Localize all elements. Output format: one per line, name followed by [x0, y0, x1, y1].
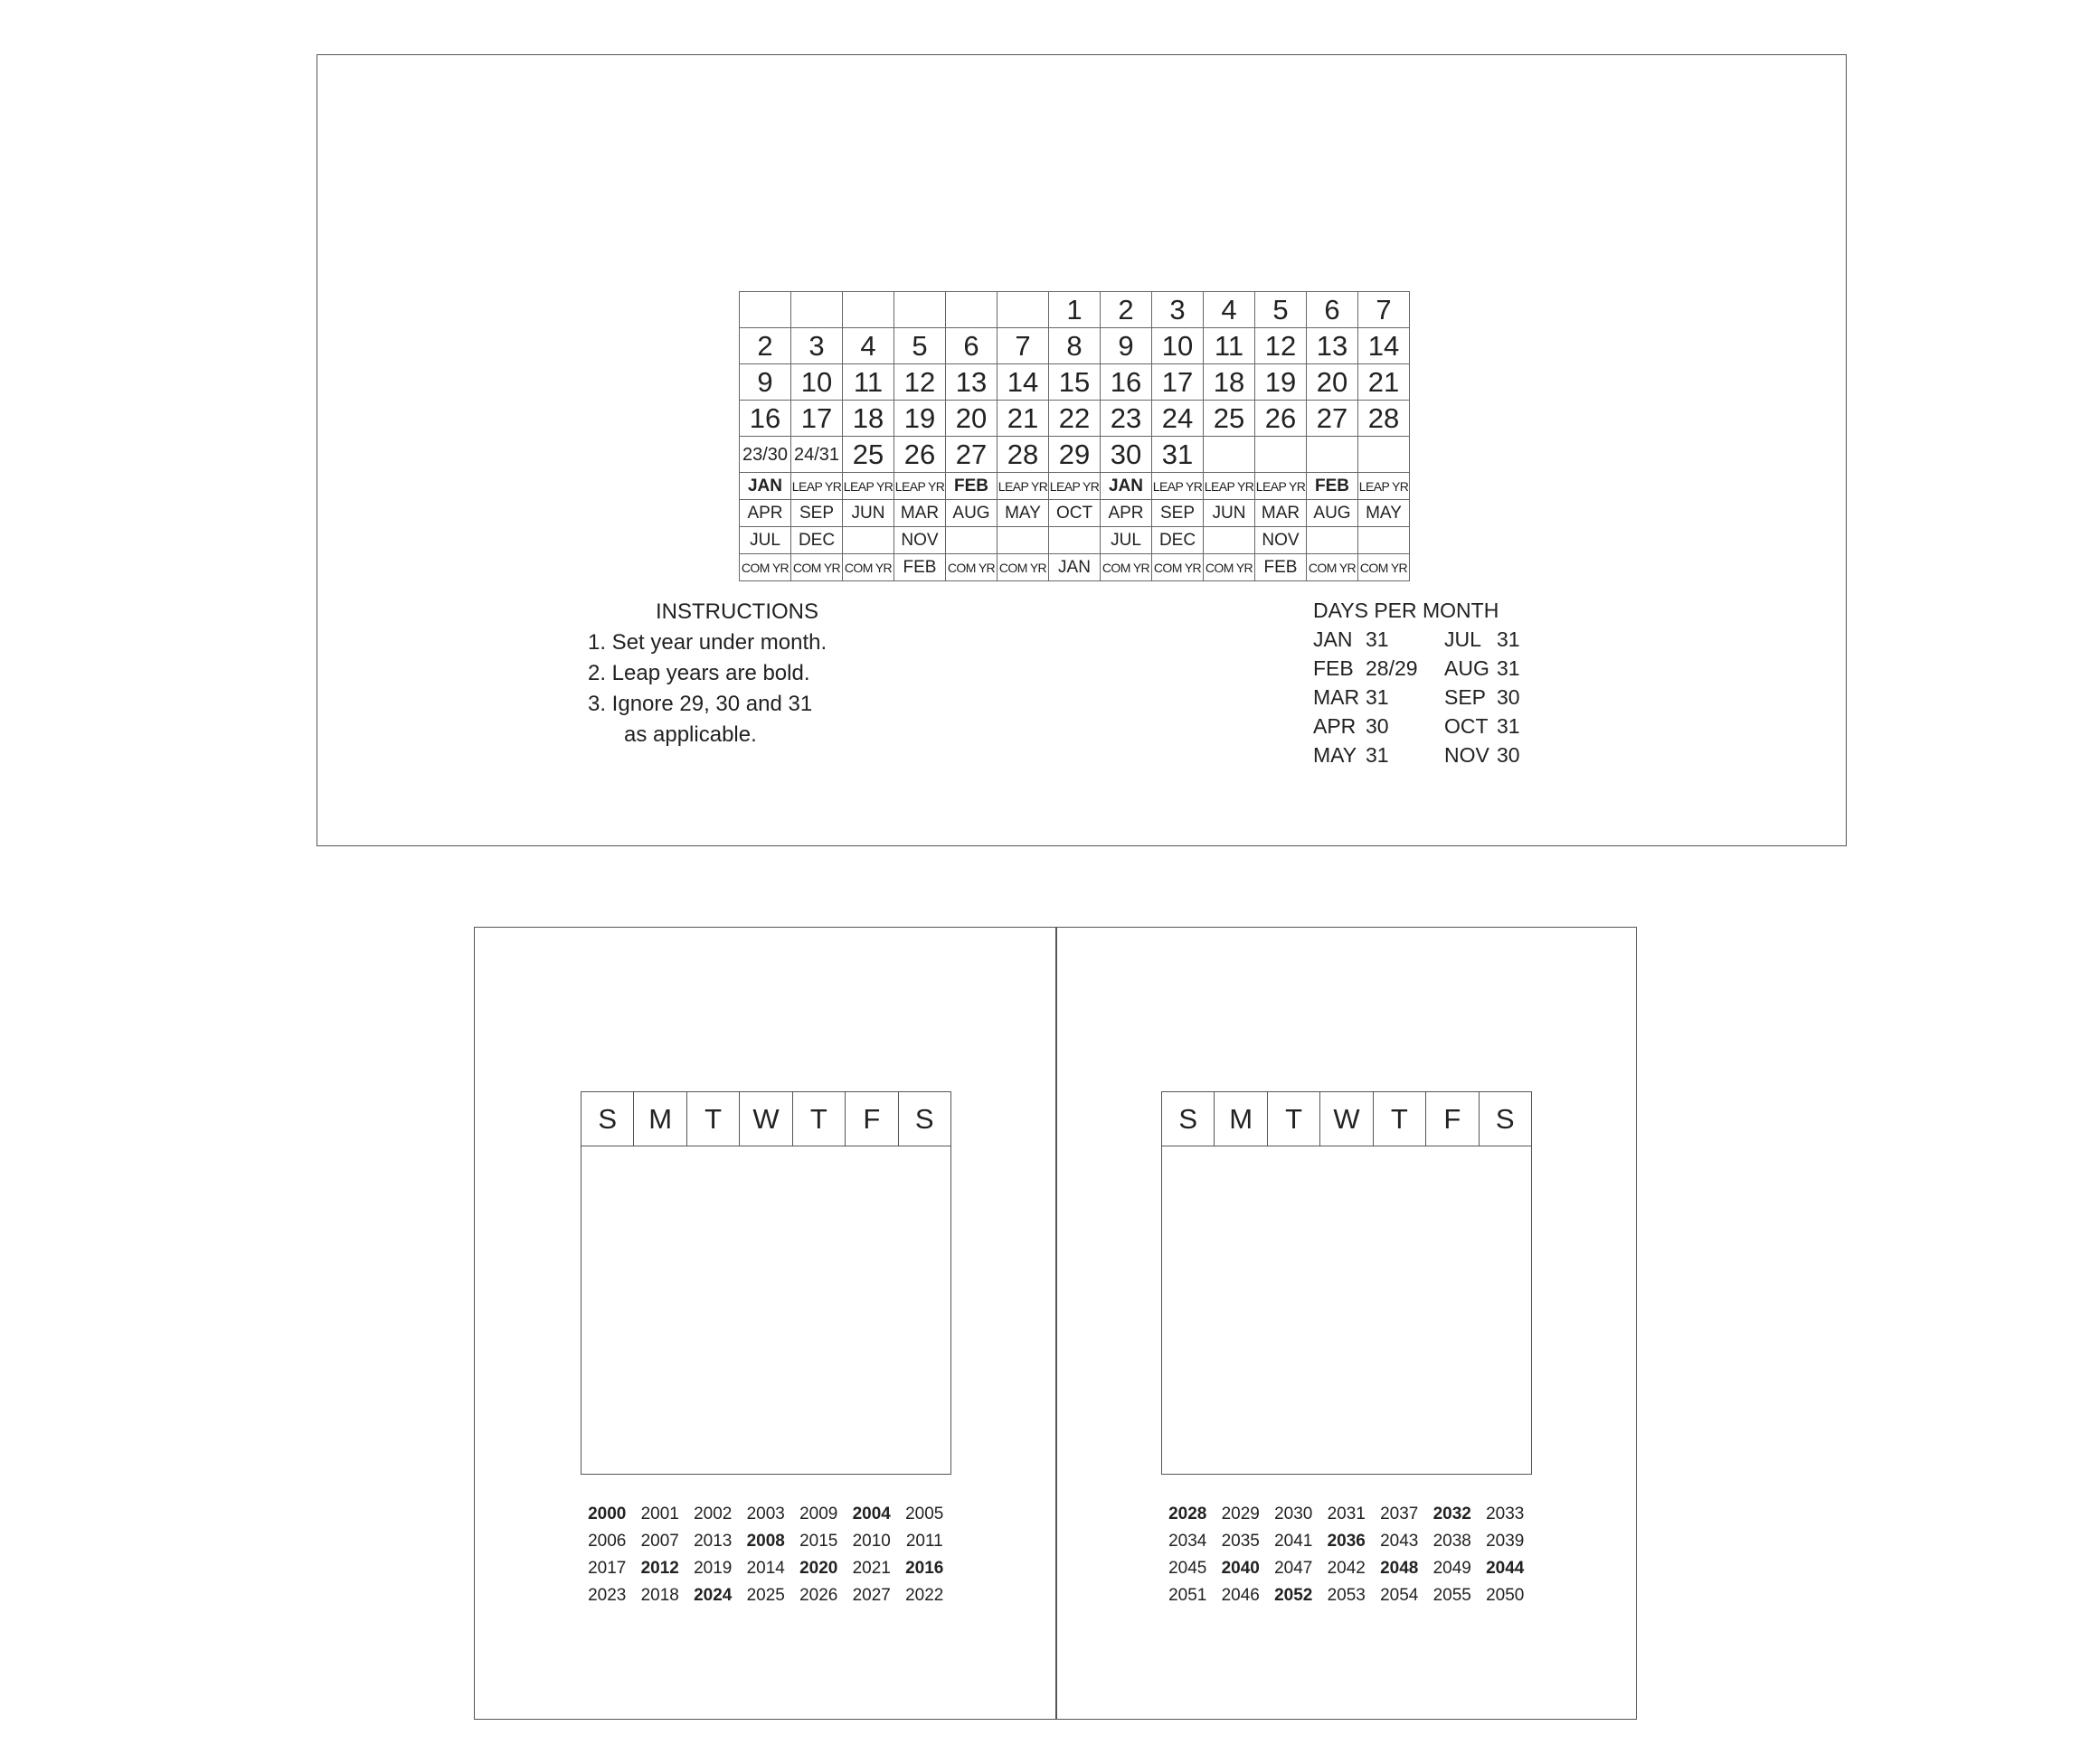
day-cell: 27 [946, 437, 997, 473]
weekday-label: T [687, 1092, 740, 1146]
month-cell: LEAP YR [1204, 473, 1255, 500]
weekday-label: W [740, 1092, 792, 1146]
year-cell: 2023 [588, 1586, 627, 1605]
bottom-panel-divider [1055, 927, 1057, 1720]
year-row [581, 1528, 951, 1555]
day-cell: 14 [997, 364, 1049, 401]
year-cell: 2044 [1486, 1559, 1525, 1578]
month-cell: LEAP YR [894, 473, 946, 500]
day-cell: 21 [1358, 364, 1410, 401]
day-row [740, 364, 1410, 401]
year-cell: 2051 [1168, 1586, 1207, 1605]
year-row [1161, 1501, 1532, 1528]
month-days: 30 [1497, 685, 1520, 709]
month-cell: JAN [1101, 473, 1152, 500]
month-cell: COM YR [1307, 554, 1358, 581]
month-cell: FEB [1307, 473, 1358, 500]
day-cell: 5 [1255, 292, 1307, 328]
year-cell: 2026 [799, 1586, 838, 1605]
days-per-month-entry [1313, 712, 1444, 741]
month-cell: SEP [1152, 500, 1204, 527]
month-cell: COM YR [1152, 554, 1204, 581]
weekday-block-left [581, 1091, 951, 1475]
month-cell: APR [740, 500, 791, 527]
month-cell: OCT [1049, 500, 1101, 527]
days-per-month-row [1313, 654, 1575, 683]
weekday-label: S [1495, 1103, 1515, 1135]
month-cell: MAY [1358, 500, 1410, 527]
month-cell [946, 527, 997, 554]
days-per-month-row [1313, 683, 1575, 712]
weekday-block-right [1161, 1091, 1532, 1475]
day-cell: 19 [1255, 364, 1307, 401]
month-cell [1358, 527, 1410, 554]
month-name: AUG [1444, 656, 1489, 680]
weekday-label: T [1268, 1092, 1320, 1146]
year-cell: 2046 [1221, 1586, 1260, 1605]
month-name: JUL [1444, 627, 1481, 651]
day-cell: 4 [843, 328, 894, 364]
year-cell: 2045 [1168, 1559, 1207, 1578]
year-cell: 2041 [1274, 1532, 1313, 1551]
day-cell: 10 [791, 364, 843, 401]
day-cell: 9 [740, 364, 791, 401]
month-name: APR [1313, 714, 1357, 738]
day-cell: 11 [843, 364, 894, 401]
month-days: 31 [1366, 685, 1389, 709]
year-cell: 2012 [640, 1559, 679, 1578]
month-cell: LEAP YR [1255, 473, 1307, 500]
month-cell: SEP [791, 500, 843, 527]
day-cell: 19 [894, 401, 946, 437]
month-cell: LEAP YR [1049, 473, 1101, 500]
weekday-label: W [1320, 1092, 1373, 1146]
month-cell: JUN [1204, 500, 1255, 527]
month-cell: DEC [1152, 527, 1204, 554]
day-cell: 17 [1152, 364, 1204, 401]
weekday-label: F [846, 1092, 898, 1146]
day-cell: 12 [1255, 328, 1307, 364]
year-cell: 2009 [799, 1505, 838, 1523]
days-per-month-row [1313, 625, 1575, 654]
year-cell: 2019 [694, 1559, 733, 1578]
month-cell: JAN [740, 473, 791, 500]
month-cell: COM YR [1101, 554, 1152, 581]
month-cell: MAY [997, 500, 1049, 527]
year-cell: 2018 [640, 1586, 679, 1605]
day-cell: 2 [1101, 292, 1152, 328]
month-cell: LEAP YR [997, 473, 1049, 500]
month-cell [1307, 527, 1358, 554]
month-days: 30 [1366, 714, 1389, 738]
day-cell: 18 [843, 401, 894, 437]
day-cell: 27 [1307, 401, 1358, 437]
weekday-header-right [1162, 1092, 1531, 1146]
month-cell: MAR [894, 500, 946, 527]
days-per-month-entry [1444, 741, 1575, 769]
day-cell: 11 [1204, 328, 1255, 364]
month-name: SEP [1444, 685, 1487, 709]
day-cell: 25 [843, 437, 894, 473]
day-row [740, 328, 1410, 364]
month-row [740, 527, 1410, 554]
month-name: FEB [1313, 656, 1354, 680]
year-cell: 2001 [640, 1505, 679, 1523]
month-days: 31 [1497, 714, 1520, 738]
weekday-label: F [1426, 1092, 1479, 1146]
month-cell: JAN [1049, 554, 1101, 581]
day-cell [946, 292, 997, 328]
year-cell: 2027 [852, 1586, 891, 1605]
day-cell: 28 [1358, 401, 1410, 437]
year-cell: 2025 [746, 1586, 785, 1605]
month-cell: LEAP YR [843, 473, 894, 500]
month-cell: LEAP YR [1358, 473, 1410, 500]
year-cell: 2003 [746, 1505, 785, 1523]
year-cell: 2022 [905, 1586, 944, 1605]
day-cell [894, 292, 946, 328]
day-cell: 24 [1152, 401, 1204, 437]
year-cell: 2042 [1327, 1559, 1366, 1578]
day-cell: 10 [1152, 328, 1204, 364]
day-cell [1307, 437, 1358, 473]
month-cell [997, 527, 1049, 554]
month-cell: COM YR [791, 554, 843, 581]
month-days: 31 [1366, 627, 1389, 651]
day-cell: 16 [1101, 364, 1152, 401]
month-cell: LEAP YR [1152, 473, 1204, 500]
year-cell: 2029 [1221, 1505, 1260, 1523]
day-row [740, 401, 1410, 437]
year-cell: 2007 [640, 1532, 679, 1551]
month-cell [1049, 527, 1101, 554]
month-cell: JUL [1101, 527, 1152, 554]
days-per-month-entry [1313, 654, 1444, 683]
day-row [740, 437, 1410, 473]
weekday-label: M [634, 1092, 686, 1146]
year-cell: 2021 [852, 1559, 891, 1578]
day-cell: 31 [1152, 437, 1204, 473]
day-cell: 23 [1101, 401, 1152, 437]
month-cell: NOV [1255, 527, 1307, 554]
month-cell: FEB [1255, 554, 1307, 581]
day-cell: 1 [1049, 292, 1101, 328]
instruction-line-3: 3. Ignore 29, 30 and 31 [588, 692, 813, 716]
year-cell: 2028 [1168, 1505, 1207, 1523]
year-cell: 2049 [1432, 1559, 1471, 1578]
day-cell: 26 [894, 437, 946, 473]
year-cell: 2052 [1274, 1586, 1313, 1605]
month-row [740, 500, 1410, 527]
month-cell: COM YR [946, 554, 997, 581]
year-cell: 2020 [799, 1559, 838, 1578]
day-cell: 14 [1358, 328, 1410, 364]
day-cell: 12 [894, 364, 946, 401]
day-cell [1358, 437, 1410, 473]
year-cell: 2055 [1432, 1586, 1471, 1605]
year-cell: 2013 [694, 1532, 733, 1551]
year-cell: 2048 [1380, 1559, 1419, 1578]
day-cell: 26 [1255, 401, 1307, 437]
year-cell: 2034 [1168, 1532, 1207, 1551]
year-cell: 2054 [1380, 1586, 1419, 1605]
day-cell [997, 292, 1049, 328]
year-cell: 2032 [1432, 1505, 1471, 1523]
instruction-line-4: as applicable. [624, 722, 757, 747]
month-cell: COM YR [843, 554, 894, 581]
day-cell [1255, 437, 1307, 473]
day-cell: 7 [1358, 292, 1410, 328]
day-cell: 8 [1049, 328, 1101, 364]
instruction-line-2: 2. Leap years are bold. [588, 661, 810, 685]
day-cell [1204, 437, 1255, 473]
month-cell: COM YR [997, 554, 1049, 581]
instruction-line-1: 1. Set year under month. [588, 630, 827, 655]
day-cell: 24/31 [791, 437, 843, 473]
year-cell: 2000 [588, 1505, 627, 1523]
year-cell: 2004 [852, 1505, 891, 1523]
weekday-label: S [914, 1103, 934, 1135]
days-per-month-entry [1313, 683, 1444, 712]
month-cell: JUN [843, 500, 894, 527]
day-cell: 9 [1101, 328, 1152, 364]
instructions-title: INSTRUCTIONS [656, 599, 818, 624]
day-cell: 4 [1204, 292, 1255, 328]
day-cell: 13 [946, 364, 997, 401]
year-cell: 2014 [746, 1559, 785, 1578]
year-cell: 2011 [905, 1532, 943, 1551]
days-per-month-row [1313, 712, 1575, 741]
day-cell: 6 [946, 328, 997, 364]
year-cell: 2050 [1486, 1586, 1525, 1605]
year-cell: 2005 [905, 1505, 944, 1523]
month-days: 31 [1366, 743, 1389, 767]
month-row [740, 554, 1410, 581]
year-cell: 2031 [1327, 1505, 1366, 1523]
day-row [740, 292, 1410, 328]
year-cell: 2016 [905, 1559, 944, 1578]
month-name: MAR [1313, 685, 1360, 709]
month-name: NOV [1444, 743, 1489, 767]
day-cell: 3 [791, 328, 843, 364]
days-per-month-entry [1444, 654, 1575, 683]
month-days: 31 [1497, 627, 1520, 651]
year-cell: 2037 [1380, 1505, 1419, 1523]
day-cell: 20 [946, 401, 997, 437]
year-cell: 2047 [1274, 1559, 1313, 1578]
year-cell: 2039 [1486, 1532, 1525, 1551]
year-cell: 2024 [694, 1586, 733, 1605]
year-cell: 2036 [1327, 1532, 1366, 1551]
month-cell: NOV [894, 527, 946, 554]
day-cell: 18 [1204, 364, 1255, 401]
month-days: 30 [1497, 743, 1520, 767]
month-cell: COM YR [740, 554, 791, 581]
year-cell: 2008 [746, 1532, 785, 1551]
month-cell: COM YR [1358, 554, 1410, 581]
day-cell: 22 [1049, 401, 1101, 437]
day-cell: 6 [1307, 292, 1358, 328]
year-cell: 2030 [1274, 1505, 1313, 1523]
year-row [1161, 1555, 1532, 1582]
month-cell: FEB [894, 554, 946, 581]
month-cell: MAR [1255, 500, 1307, 527]
month-days: 31 [1497, 656, 1520, 680]
year-cell: 2040 [1221, 1559, 1260, 1578]
year-cell: 2053 [1327, 1586, 1366, 1605]
days-per-month-block [1313, 596, 1575, 769]
day-cell: 25 [1204, 401, 1255, 437]
month-cell: FEB [946, 473, 997, 500]
day-cell: 28 [997, 437, 1049, 473]
day-cell: 13 [1307, 328, 1358, 364]
year-grid-left [581, 1501, 951, 1609]
year-cell: 2015 [799, 1532, 838, 1551]
days-per-month-entry [1313, 625, 1444, 654]
month-cell: APR [1101, 500, 1152, 527]
year-cell: 2006 [588, 1532, 627, 1551]
month-name: MAY [1313, 743, 1357, 767]
month-name: JAN [1313, 627, 1353, 651]
year-cell: 2043 [1380, 1532, 1419, 1551]
day-cell: 30 [1101, 437, 1152, 473]
year-row [581, 1555, 951, 1582]
days-per-month-entry [1313, 741, 1444, 769]
day-cell: 16 [740, 401, 791, 437]
year-row [581, 1582, 951, 1609]
day-cell: 15 [1049, 364, 1101, 401]
day-grid [739, 291, 1410, 581]
year-cell: 2010 [852, 1532, 891, 1551]
year-grid-right [1161, 1501, 1532, 1609]
weekday-label: M [1215, 1092, 1267, 1146]
month-row [740, 473, 1410, 500]
days-per-month-list [1313, 625, 1575, 769]
day-cell: 21 [997, 401, 1049, 437]
day-cell: 7 [997, 328, 1049, 364]
day-cell: 23/30 [740, 437, 791, 473]
weekday-label: T [1374, 1092, 1426, 1146]
month-cell: COM YR [1204, 554, 1255, 581]
days-per-month-entry [1444, 712, 1575, 741]
year-cell: 2035 [1221, 1532, 1260, 1551]
year-cell: 2038 [1432, 1532, 1471, 1551]
year-cell: 2033 [1486, 1505, 1525, 1523]
weekday-label: T [793, 1092, 846, 1146]
day-cell [843, 292, 894, 328]
month-cell: AUG [1307, 500, 1358, 527]
weekday-label: S [581, 1092, 634, 1146]
weekday-header-left [581, 1092, 950, 1146]
day-cell: 5 [894, 328, 946, 364]
day-cell [740, 292, 791, 328]
days-per-month-title: DAYS PER MONTH [1313, 599, 1499, 622]
days-per-month-entry [1444, 683, 1575, 712]
weekday-label: S [1162, 1092, 1215, 1146]
days-per-month-row [1313, 741, 1575, 769]
instructions-block [588, 597, 827, 750]
year-cell: 2017 [588, 1559, 627, 1578]
day-cell [791, 292, 843, 328]
day-cell: 2 [740, 328, 791, 364]
month-days: 28/29 [1366, 656, 1418, 680]
year-row [1161, 1582, 1532, 1609]
month-cell: JUL [740, 527, 791, 554]
month-cell: LEAP YR [791, 473, 843, 500]
days-per-month-entry [1444, 625, 1575, 654]
year-cell: 2002 [694, 1505, 733, 1523]
month-name: OCT [1444, 714, 1489, 738]
month-cell [1204, 527, 1255, 554]
day-cell: 20 [1307, 364, 1358, 401]
month-cell: DEC [791, 527, 843, 554]
month-cell: AUG [946, 500, 997, 527]
year-row [1161, 1528, 1532, 1555]
month-cell [843, 527, 894, 554]
day-cell: 29 [1049, 437, 1101, 473]
day-cell: 3 [1152, 292, 1204, 328]
year-row [581, 1501, 951, 1528]
day-cell: 17 [791, 401, 843, 437]
